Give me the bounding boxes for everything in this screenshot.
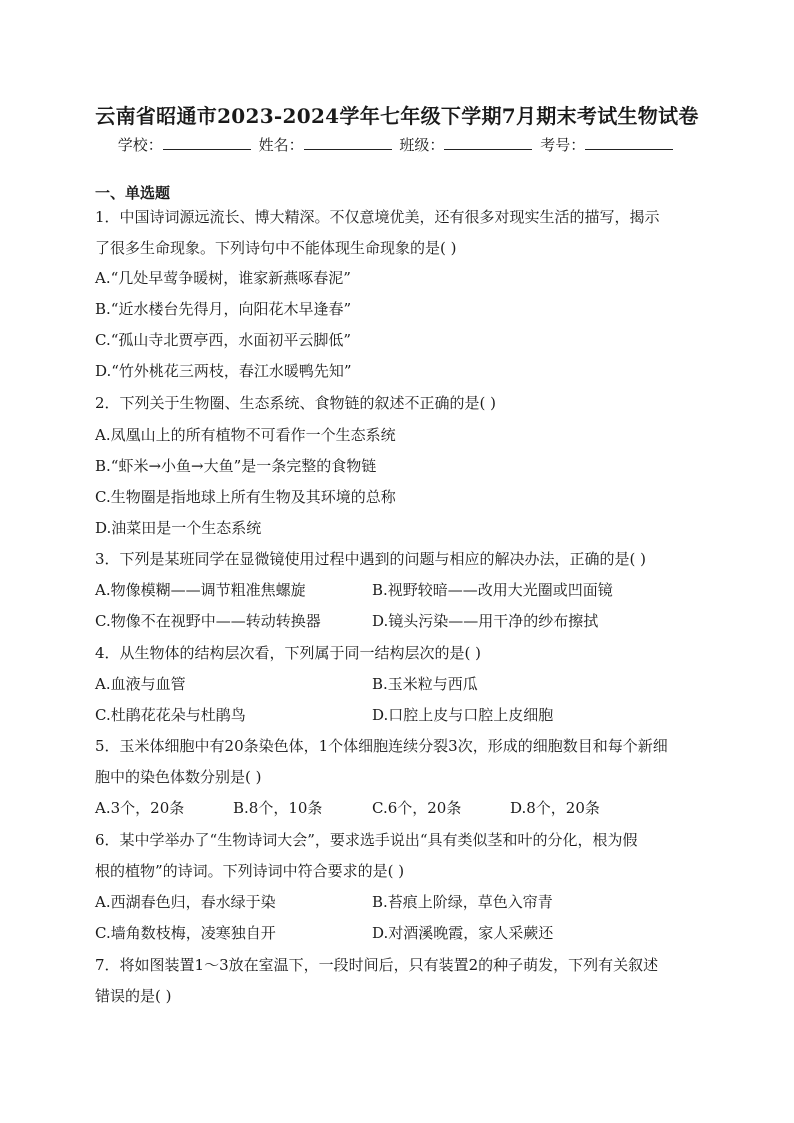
q5-option-d: D.8个，20条 [510, 799, 600, 817]
q6-stem-line1: 6．某中学举办了“生物诗词大会”，要求选手说出“具有类似茎和叶的分化，根为假 [95, 831, 638, 849]
page-title: 云南省昭通市2023-2024学年七年级下学期7月期末考试生物试卷 [95, 104, 699, 128]
q1-option-b: B.“近水楼台先得月，向阳花木早逢春” [95, 300, 352, 318]
class-label: 班级： [399, 136, 445, 154]
q3-option-b: B.视野较暗——改用大光圈或凹面镜 [372, 581, 613, 599]
q6-option-d: D.对酒溪晚霞，家人采蕨还 [372, 924, 554, 942]
q5-stem-line1: 5．玉米体细胞中有20条染色体，1个体细胞连续分裂3次，形成的细胞数目和每个新细 [95, 737, 668, 755]
q6-option-a: A.西湖春色归，春水绿于染 [95, 893, 276, 911]
q5-option-a: A.3个，20条 [95, 799, 185, 817]
q2-option-d: D.油菜田是一个生态系统 [95, 519, 262, 537]
q1-option-d: D.“竹外桃花三两枝，春江水暖鸭先知” [95, 362, 352, 380]
name-label: 姓名： [258, 136, 304, 154]
school-label: 学校： [117, 136, 163, 154]
class-blank[interactable] [444, 135, 532, 150]
q2-option-a: A.凤凰山上的所有植物不可看作一个生态系统 [95, 426, 396, 444]
q5-option-c: C.6个，20条 [372, 799, 462, 817]
q4-option-c: C.杜鹃花花朵与杜鹃鸟 [95, 706, 246, 724]
q3-option-c: C.物像不在视野中——转动转换器 [95, 612, 321, 630]
school-blank[interactable] [163, 135, 251, 150]
q1-option-a: A.“几处早莺争暖树，谁家新燕啄春泥” [95, 269, 351, 287]
q3-option-d: D.镜头污染——用干净的纱布擦拭 [372, 612, 599, 630]
exam-number-label: 考号： [540, 136, 586, 154]
q6-stem-line2: 根的植物”的诗词。下列诗词中符合要求的是( ) [95, 862, 405, 880]
q7-stem-line1: 7．将如图装置1～3放在室温下，一段时间后，只有装置2的种子萌发，下列有关叙述 [95, 956, 659, 974]
q1-stem-line1: 1．中国诗词源远流长、博大精深。不仅意境优美，还有很多对现实生活的描写，揭示 [95, 208, 660, 226]
q3-stem: 3．下列是某班同学在显微镜使用过程中遇到的问题与相应的解决办法，正确的是( ) [95, 550, 647, 568]
q5-option-b: B.8个，10条 [233, 799, 323, 817]
q4-option-a: A.血液与血管 [95, 675, 186, 693]
q4-option-b: B.玉米粒与西瓜 [372, 675, 478, 693]
name-blank[interactable] [304, 135, 392, 150]
q4-stem: 4．从生物体的结构层次看，下列属于同一结构层次的是( ) [95, 644, 482, 662]
q2-option-c: C.生物圈是指地球上所有生物及其环境的总称 [95, 488, 396, 506]
q2-option-b: B.“虾米→小鱼→大鱼”是一条完整的食物链 [95, 457, 377, 475]
student-info-line [0, 134, 794, 155]
q3-option-a: A.物像模糊——调节粗准焦螺旋 [95, 581, 306, 599]
q5-stem-line2: 胞中的染色体数分别是( ) [95, 768, 262, 786]
q7-stem-line2: 错误的是( ) [95, 987, 172, 1005]
exam-number-blank[interactable] [585, 135, 673, 150]
q4-option-d: D.口腔上皮与口腔上皮细胞 [372, 706, 554, 724]
q6-option-c: C.墙角数枝梅，凌寒独自开 [95, 924, 276, 942]
section-heading: 一、单选题 [95, 184, 171, 202]
q2-stem: 2．下列关于生物圈、生态系统、食物链的叙述不正确的是( ) [95, 394, 497, 412]
q1-option-c: C.“孤山寺北贾亭西，水面初平云脚低” [95, 331, 352, 349]
q6-option-b: B.苔痕上阶绿，草色入帘青 [372, 893, 553, 911]
q1-stem-line2: 了很多生命现象。下列诗句中不能体现生命现象的是( ) [95, 239, 457, 257]
